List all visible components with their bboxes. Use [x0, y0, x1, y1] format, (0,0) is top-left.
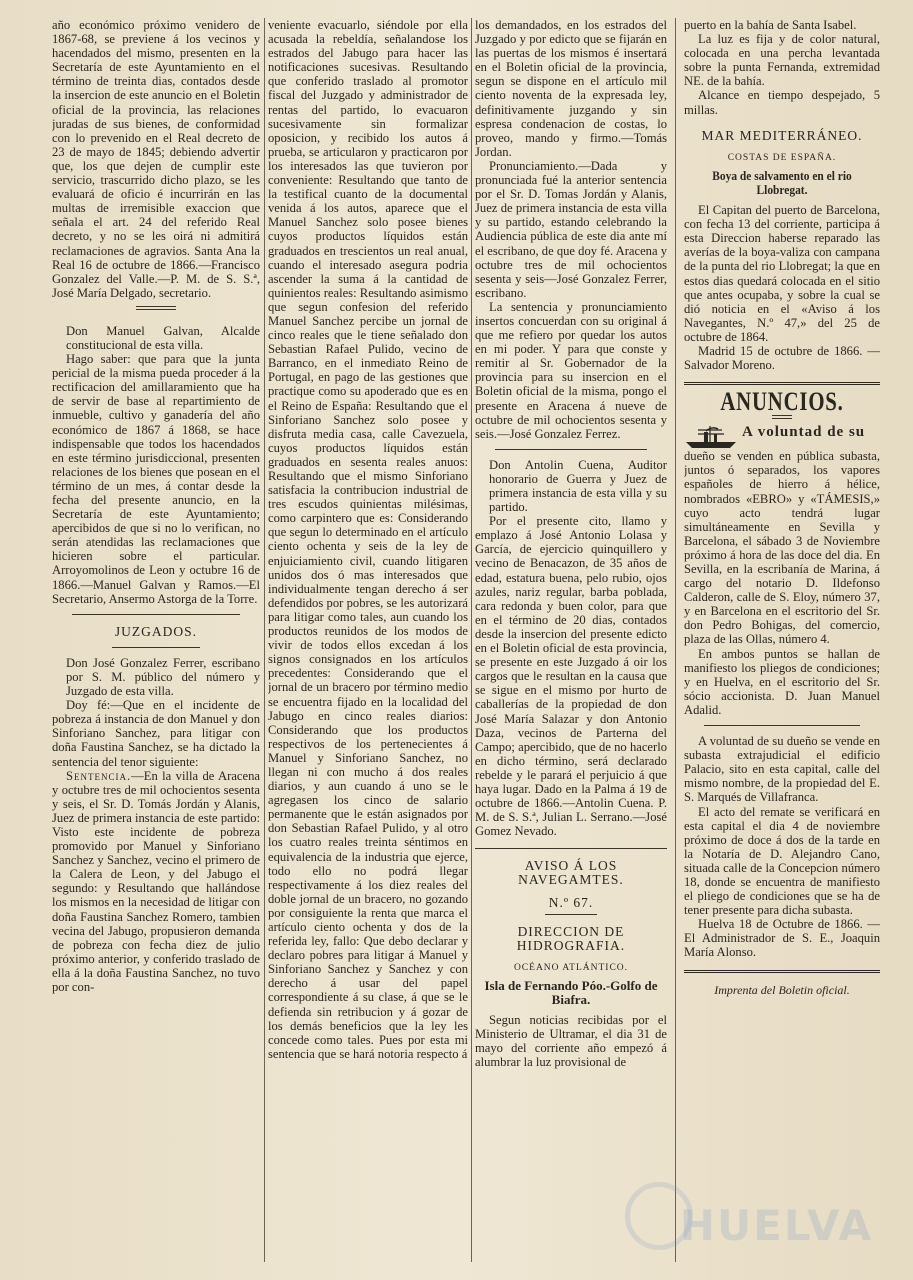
aviso-navegantes-heading: AVISO Á LOS NAVEGAMTES.: [518, 858, 624, 888]
column-3: [475, 18, 667, 1262]
imprenta-footer: Imprenta del Boletin oficial.: [714, 982, 850, 997]
notice-arroyomolinos: Hago saber: que para que la junta pericial de la misma pueda proceder á la rectificacion del amillaramiento que ha de servir de base al repartimiento de inmueble, cultivo y ganadería del año económico de 1867 á 1868, se hace indispensable que todos los hacendados en este término jurisdiccional, presenten relaciones de los bienes que posean en el término de un mes, á contar desde la fecha del presente anuncio, en la Secretaría de este Ayuntamiento; apercibidos de que si no lo verifican, no serán atendidas las reclamaciones que hicieren sobre el particular. Arroyomolinos de Leon y octubre 16 de 1866.—Manuel Galvan y Ramos.—El Secretario, Ansermo Astorga de la Torre.: [52, 352, 260, 606]
watermark-text: HUELVA: [679, 1201, 873, 1250]
separator: [704, 725, 860, 726]
notice-heading-galvan: Don Manuel Galvan, Alcalde constitucional de esta villa.: [66, 323, 260, 352]
column-2: [268, 18, 468, 1262]
aviso-continuation: puerto en la bahía de Santa Isabel.: [684, 18, 857, 32]
column-divider: [471, 18, 472, 1262]
aviso-number: N.º 67.: [548, 894, 594, 910]
boya-firma: Madrid 15 de octubre de 1866. —Salvador Moreno.: [684, 343, 880, 373]
costas-espana: COSTAS DE ESPAÑA.: [727, 152, 837, 163]
boya-text: El Capitan del puerto de Barcelona, con fecha 13 del corriente, participa á esta Direccion haberse reparado las averías de la boya-valiza con campana de la punta del rio Llobregat; la que en estos dias quedará colocada en el sitio que antes ocupaba, y sobre la cual se dió noticia en el «Aviso á los Navegantes, N.º 47,» del 25 de octubre de 1864.: [684, 203, 880, 344]
ship-icon: [684, 425, 738, 449]
mar-mediterraneo-heading: MAR MEDITERRÁNEO.: [701, 127, 863, 143]
separator: [136, 306, 176, 310]
boya-llobregat-heading: Boya de salvamento en el rio Llobregat.: [712, 167, 852, 197]
column-divider: [264, 18, 265, 1262]
alcance: Alcance en tiempo despejado, 5 millas.: [684, 88, 880, 117]
notice-heading-cuena: Don Antolin Cuena, Auditor honorario de Guerra y Juez de primera instancia de esta villa y su partido.: [489, 457, 667, 515]
notice-sentencia: [52, 769, 260, 995]
column-1: [52, 18, 260, 1262]
anuncio-palacio-firma: Huelva 18 de Octubre de 1866. —El Administrador de S. E., Joaquin María Alonso.: [684, 917, 880, 960]
anuncio-vapores-condiciones: En ambos puntos se hallan de manifiesto los pliegos de condiciones; y en Huelva, en el escritorio del Sr. sócio accionista. D. Juan Manuel Adalid.: [684, 646, 880, 717]
edicto-lolasa: Por el presente cito, llamo y emplazo á José Antonio Lolasa y García, de ejercicio quinquillero y vecino de Benacazon, de 35 años de edad, estatura buena, pelo rubio, ojos azules, nariz regular, barba poblada, cara redonda y buen color, para que en el término de 20 dias, contados desde la insercion del presente edicto en el Boletin oficial de esta provincia, se presente en este Juzgado á oir los cargos que le resultan en la causa que se sigue en el mismo por hurto de caballerías de la propiedad de don José María Salazar y don Antonio Daza, vecinos de Parterna del Campo; apercibido, que de no hacerlo en dicho término, será declarado rebelde y le parará el perjuicio á que haya lugar. Dado en la Palma á 19 de octubre de 1866.—Antolin Cuena. P. M. de S. S.ª, Julian L. Serrano.—José Gomez Nevado.: [475, 514, 667, 839]
concordancia: La sentencia y pronunciamiento insertos concuerdan con su original á que me refiero por quedar los autos en mi poder. Y para que conste y remitir al Sr. Gobernador de la provincia para su insercion en el Boletin oficial de la misma, pongo el presente en Aracena á nueve de octubre de mil ochocientos sesenta y seis.—José Gonzalez Ferrez.: [475, 299, 667, 441]
direccion-hidrografia: DIRECCION DE HIDROGRAFIA.: [516, 923, 626, 953]
notice-santa-ana: año económico próximo venidero de 1867-68, se previene á los vecinos y hacendados del mismo, presenten en la Secretaría de este Ayuntamiento en el término de treinta dias, contados desde la insercion de este anuncio en el Boletin oficial de la provincia, las relaciones juradas de sus bienes, de conformidad con lo prevenido en el Real decreto de 23 de mayo de 1845; debiendo advertir que, los que dejen de cumplir este servicio, trascurrido dicho plazo, se les evaluará de oficio é incurrirán en las multas de irremisible exaccion que señala el art. 24 del referido Real decreto, y no se les oirá ni admitirá reclamaciones de agravios. Santa Ana la Real 16 de octubre de 1866.—Francisco Gonzalez del Valle.—P. M. de S. S.ª, José María Delgado, secretario.: [52, 18, 260, 300]
sentencia-text: —En la villa de Aracena y octubre tres de mil ochocientos sesenta y seis, el Sr. D. Tomás Jordán y Alanis, Juez de primera instancia de este partido: Visto este incidente de pobreza promovido por Manuel y Sinforiano Sanchez y Sanchez, vecino el primero de la Calera de Leon, y del Jabugo el segundo: y Resultando que hallándose los mismos en la necesidad de litigar con doña Faustina Sanchez Romero, tambien vecina del Jabugo, propusieron demanda de pobreza con fecha diez de julio próximo anterior, y conferido traslado de ella á la doña Faustina Sanchez, no tuvo por con-: [52, 768, 260, 994]
anuncio-palacio: A voluntad de su dueño se vende en subasta extrajudicial el edificio Palacio, sito en esta capital, calle del mismo nombre, de la propiedad del E. S. Marqués de Villafranca.: [684, 734, 880, 805]
aviso-fernando-poo-text: Segun noticias recibidas por el Ministerio de Ultramar, el dia 31 de mayo del corriente año empezó á alumbrar la luz provisional de: [475, 1013, 667, 1070]
sentencia-continuation: veniente evacuarlo, siéndole por ella acusada la rebeldía, señalandose los estrados del Jabugo para hacer las notificaciones sucesivas. Resultando que conferido traslado al promotor fiscal del Juzgado y administrador de rentas del partido, lo evacuaron sucesivamente sin formalizar oposicion, y recibido los autos á prueba, se articularon y practicaron por los interesados las que tuvieron por conveniente: Resultando que tanto de la testifical cuanto de la documental venida á los autos, aparece que el Manuel Sanchez solo posee bienes cuyos productos líquidos están graduados en trescientos un real anual, cuando el interesado asegura podria ascender la suma á la cantidad de quinientos reales: Resultando asimismo que segun confesion del referido Manuel Sanchez percibe un jornal de cinco reales que le tiene señalado don Sebastian Rafael Pulido, vecino de Barranco, en el inmediato Reino de Portugal, en pago de las gestiones que practique como su apoderado que es en el Reino de España: Resultando que el Sinforiano Sanchez solo posee y disfruta media casa, calle Cavezuela, cuyos productos líquidos están graduados en sesenta reales anuos: Resultando que el mismo Sinforiano satisfacia la contribucion industrial de tres escudos quinientas milésimas, como carpintero que es: Considerando que segun lo determinado en el artículo ciento ochenta y seis de la ley de enjuiciamiento civil, cuando litigaren unidos dos ó mas interesados que individualmente tengan derecho á ser defendidos por pobres, se les autorizará para litigar como tales, aun cuando los productos reunidos de los modos de vivir de todos ellos excedan á los signos consignados en los artículos precedentes: Considerando que el jornal de un bracero por término medio se encuentra fijado en la localidad del Jabugo en cinco reales diarios: Considerando que los productos respectivos de los pertenecientes á Manuel y Sinforiano Sanchez, no llegan ni con mucho á dos reales diarios, y aun cuando á uno se le agregasen los cinco de salario permanente que le están asignados por don Sebastian Rafael Pulido, y al otro los cuatro reales treinta séntimos en equivalencia de la industria que ejerce, todo ello no podrá llegar respectivamente á los diez reales del doble jornal de un bracero, no gozando por consiguiente la renta que marca el artículo ciento ochenta y dos de la referida ley, fallo: Que debo declarar y declaro pobres para litigar á Manuel y Sinforiano Sanchez y Sanchez y con derecho á usar del papel correspondiente á su clase, á que se le defienda sin retribucion y á gozar de los demás beneficios que la ley les concede como tales. Pues por esta mi sentencia que se hará notoria respecto á: [268, 18, 468, 1061]
anuncio-vapores-lead: [684, 425, 880, 449]
separator: [72, 614, 240, 615]
footer-rule: [684, 970, 880, 973]
section-heading-juzgados: JUZGADOS.: [114, 623, 198, 639]
isla-fernando-poo: Isla de Fernando Póo.-Golfo de Biafra.: [484, 977, 658, 1007]
anuncio-vapores: dueño se venden en pública subasta, juntos ó separados, los vapores españoles de hierro á hélice, nombrados «EBRO» y «TÁMESIS,» cuyo acto tendrá lugar simultáneamente en Sevilla y Barcelona, el sábado 3 de Noviembre próximo á hora de las doce del dia. En Sevilla, en la escribanía de Marina, á cargo del notario D. Ildefonso Calderon, calle de S. Eloy, número 37, y en Barcelona en el escritorio del Sr. don Pedro Bohigas, del comercio, plaza de las Ollas, número 4.: [684, 449, 880, 647]
notice-heading-gonzalez: Don José Gonzalez Ferrer, escribano por S. M. público del número y Juzgado de esta villa.: [66, 655, 260, 699]
anuncio-palacio-remate: El acto del remate se verificará en esta capital el dia 4 de noviembre próximo de doce á dos de la tarde en la Notaría de D. Alejandro Cano, situada calle de la Concepcion número 18, donde se encuentra de manifiesto el pliego de condiciones que se ha de tener presente para dicha subasta.: [684, 804, 880, 918]
pronunciamiento: Pronunciamiento.—Dada y pronunciada fué la anterior sentencia por el Sr. D. Tomas Jordán y Alanis, Juez de primera instancia de esta villa y su partido, estando celebrando la Audiencia pública de este dia ante mí el escribano, de que doy fé. Aracena y octubre tres de mil ochocientos sesenta y seis—José Gonzalez Ferrer, escribano.: [475, 158, 667, 300]
separator: [545, 914, 597, 915]
separator: [475, 848, 667, 849]
luz-descripcion: La luz es fija y de color natural, colocada en una percha levantada sobre la punta Fernanda, extremidad NE. de la bahía.: [684, 32, 880, 89]
column-4: [684, 18, 880, 1262]
sentencia-label: Sentencia.: [66, 768, 132, 783]
oceano-atlantico: OCÉANO ATLÁNTICO.: [513, 962, 629, 973]
sentencia-end: los demandados, en los estrados del Juzgado y por edicto que se fijarán en las puertas de los mismos é insertará en el Boletin oficial de la provincia, segun se dispone en el artículo mil ciento noventa de la expresada ley, definitivamente juzgando y sin espresa condenacion de costas, lo proveo, mando y firmo.—Tomás Jordan.: [475, 18, 667, 159]
anuncio-lead-text: A voluntad de su: [742, 424, 866, 441]
column-divider: [675, 18, 676, 1262]
separator: [112, 647, 200, 648]
notice-doy-fe: Doy fé:—Que en el incidente de pobreza á instancia de don Manuel y don Sinforiano Sanchez, para litigar con doña Faustina Sanchez, se ha dictado la sentencia del tenor siguiente:: [52, 698, 260, 769]
anuncios-heading: ANUNCIOS.: [720, 387, 844, 417]
separator: [495, 449, 647, 450]
section-rule: [684, 382, 880, 385]
